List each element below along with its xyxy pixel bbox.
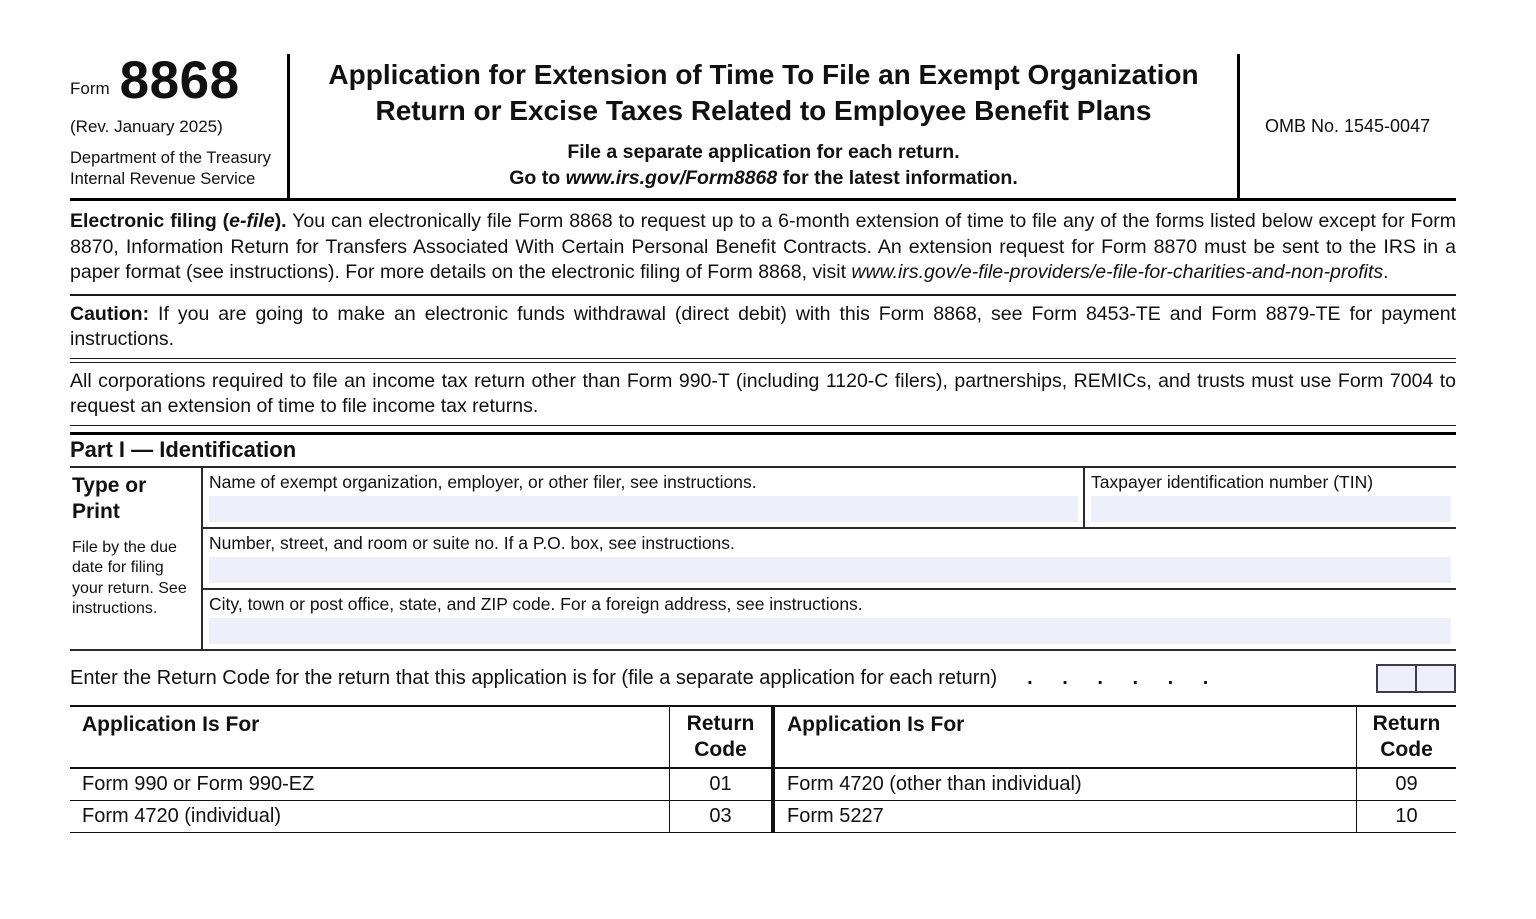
form-title-line-2: Return or Excise Taxes Related to Employee Benefit Plans (375, 95, 1152, 126)
part1-identification-table (70, 468, 1456, 651)
efile-url-link[interactable]: www.irs.gov/e-file-providers/e-file-for-charities-and-non-profits (851, 261, 1384, 284)
left-table-header (70, 707, 771, 769)
left-header-return-code: Return Code (669, 707, 771, 767)
go-to-note (306, 167, 1221, 190)
return-code-table (70, 705, 1456, 833)
agency-block (70, 148, 279, 190)
agency-line-1: Department of the Treasury (70, 149, 271, 168)
caution-paragraph (70, 296, 1456, 359)
part1-side-labels (70, 468, 203, 649)
return-code-digit-1-input[interactable] (1378, 666, 1417, 691)
form-url-link[interactable]: www.irs.gov/Form8868 (565, 167, 778, 189)
caution-body-text: If you are going to make an electronic funds withdrawal (direct debit) with this Form 8868, see Form 8453-TE and Form 8879-TE for payment instructions. (70, 302, 1456, 351)
return-code-table-left (70, 707, 771, 833)
row-label: Form 990 or Form 990-EZ (82, 772, 315, 795)
form-id-block (70, 51, 290, 198)
go-to-prefix: Go to (509, 167, 566, 189)
table-row (70, 769, 771, 801)
tin-cell (1085, 468, 1456, 527)
row-label: Form 4720 (individual) (82, 804, 281, 827)
right-header-return-code: Return Code (1356, 707, 1456, 767)
type-or-print-label: Type or Print (72, 473, 147, 523)
caution-label: Caution: (70, 302, 150, 325)
row-code: 09 (1356, 769, 1456, 800)
form-title (306, 57, 1221, 129)
form-8868-page (0, 51, 1536, 833)
return-code-line (70, 663, 1456, 695)
city-row (203, 590, 1456, 649)
revision-date: (Rev. January 2025) (70, 117, 223, 137)
name-tin-row (203, 468, 1456, 529)
left-header-application: Application Is For (82, 712, 260, 736)
efile-body-text: You can electronically file Form 8868 to request up to a 6-month extension of time to file any of the forms listed below except for Form 8870, Information Return for Transfers Associated With Certain Personal Benefit Contracts. An extension request for Form 8870 must be sent to the IRS in a paper format (see instructions). For more details on the electronic filing of Form 8868, visit (70, 210, 1456, 284)
return-code-digit-2-input[interactable] (1417, 666, 1454, 691)
omb-number: OMB No. 1545-0047 (1265, 115, 1431, 136)
table-row (70, 801, 771, 833)
street-row (203, 529, 1456, 590)
separate-application-note: File a separate application for each return. (567, 141, 960, 163)
go-to-suffix: for the latest information. (777, 167, 1018, 189)
form-number: 8868 (119, 51, 240, 110)
city-cell (203, 590, 1456, 649)
row-code: 03 (669, 801, 771, 832)
form-word-label: Form (70, 79, 110, 99)
return-code-box (1376, 664, 1456, 693)
efile-lead-bold: Electronic filing (e-file). (70, 210, 287, 233)
row-code: 10 (1356, 801, 1456, 832)
file-by-note: File by the due date for filing your return. See instructions. (72, 538, 187, 618)
organization-name-input[interactable] (209, 496, 1078, 522)
street-cell (203, 529, 1456, 588)
return-code-table-right (775, 707, 1456, 833)
street-input[interactable] (209, 557, 1451, 583)
agency-line-2: Internal Revenue Service (70, 170, 256, 189)
street-label: Number, street, and room or suite no. If a P.O. box, see instructions. (209, 532, 735, 553)
omb-block (1240, 54, 1456, 198)
tin-label: Taxpayer identification number (TIN) (1091, 471, 1374, 492)
organization-name-cell (203, 468, 1085, 527)
city-input[interactable] (209, 618, 1451, 644)
table-row (775, 769, 1456, 801)
form-number-line (70, 51, 279, 110)
tin-input[interactable] (1091, 496, 1451, 522)
row-label: Form 4720 (other than individual) (787, 772, 1082, 795)
row-label: Form 5227 (787, 804, 884, 827)
city-label: City, town or post office, state, and ZIP code. For a foreign address, see instructions. (209, 593, 863, 614)
part1-heading: Part I — Identification (70, 432, 1456, 468)
corporations-paragraph: All corporations required to file an income tax return other than Form 990-T (including 1120-C filers), partnerships, REMICs, and trusts must use Form 7004 to request an extension of time to file income tax returns. (70, 362, 1456, 426)
efile-end-period: . (1383, 261, 1389, 284)
part1-fields (203, 468, 1456, 649)
form-title-line-1: Application for Extension of Time To File an Exempt Organization (328, 59, 1199, 90)
dot-leader: . . . . . . (1027, 667, 1209, 690)
organization-name-label: Name of exempt organization, employer, or other filer, see instructions. (209, 471, 757, 492)
table-row (775, 801, 1456, 833)
right-header-application: Application Is For (787, 712, 965, 736)
right-table-header (775, 707, 1456, 769)
form-title-block (290, 54, 1240, 198)
efile-paragraph (70, 201, 1456, 296)
row-code: 01 (669, 769, 771, 800)
return-code-prompt: Enter the Return Code for the return that this application is for (file a separate application for each return) (70, 667, 998, 690)
form-header (70, 51, 1456, 201)
